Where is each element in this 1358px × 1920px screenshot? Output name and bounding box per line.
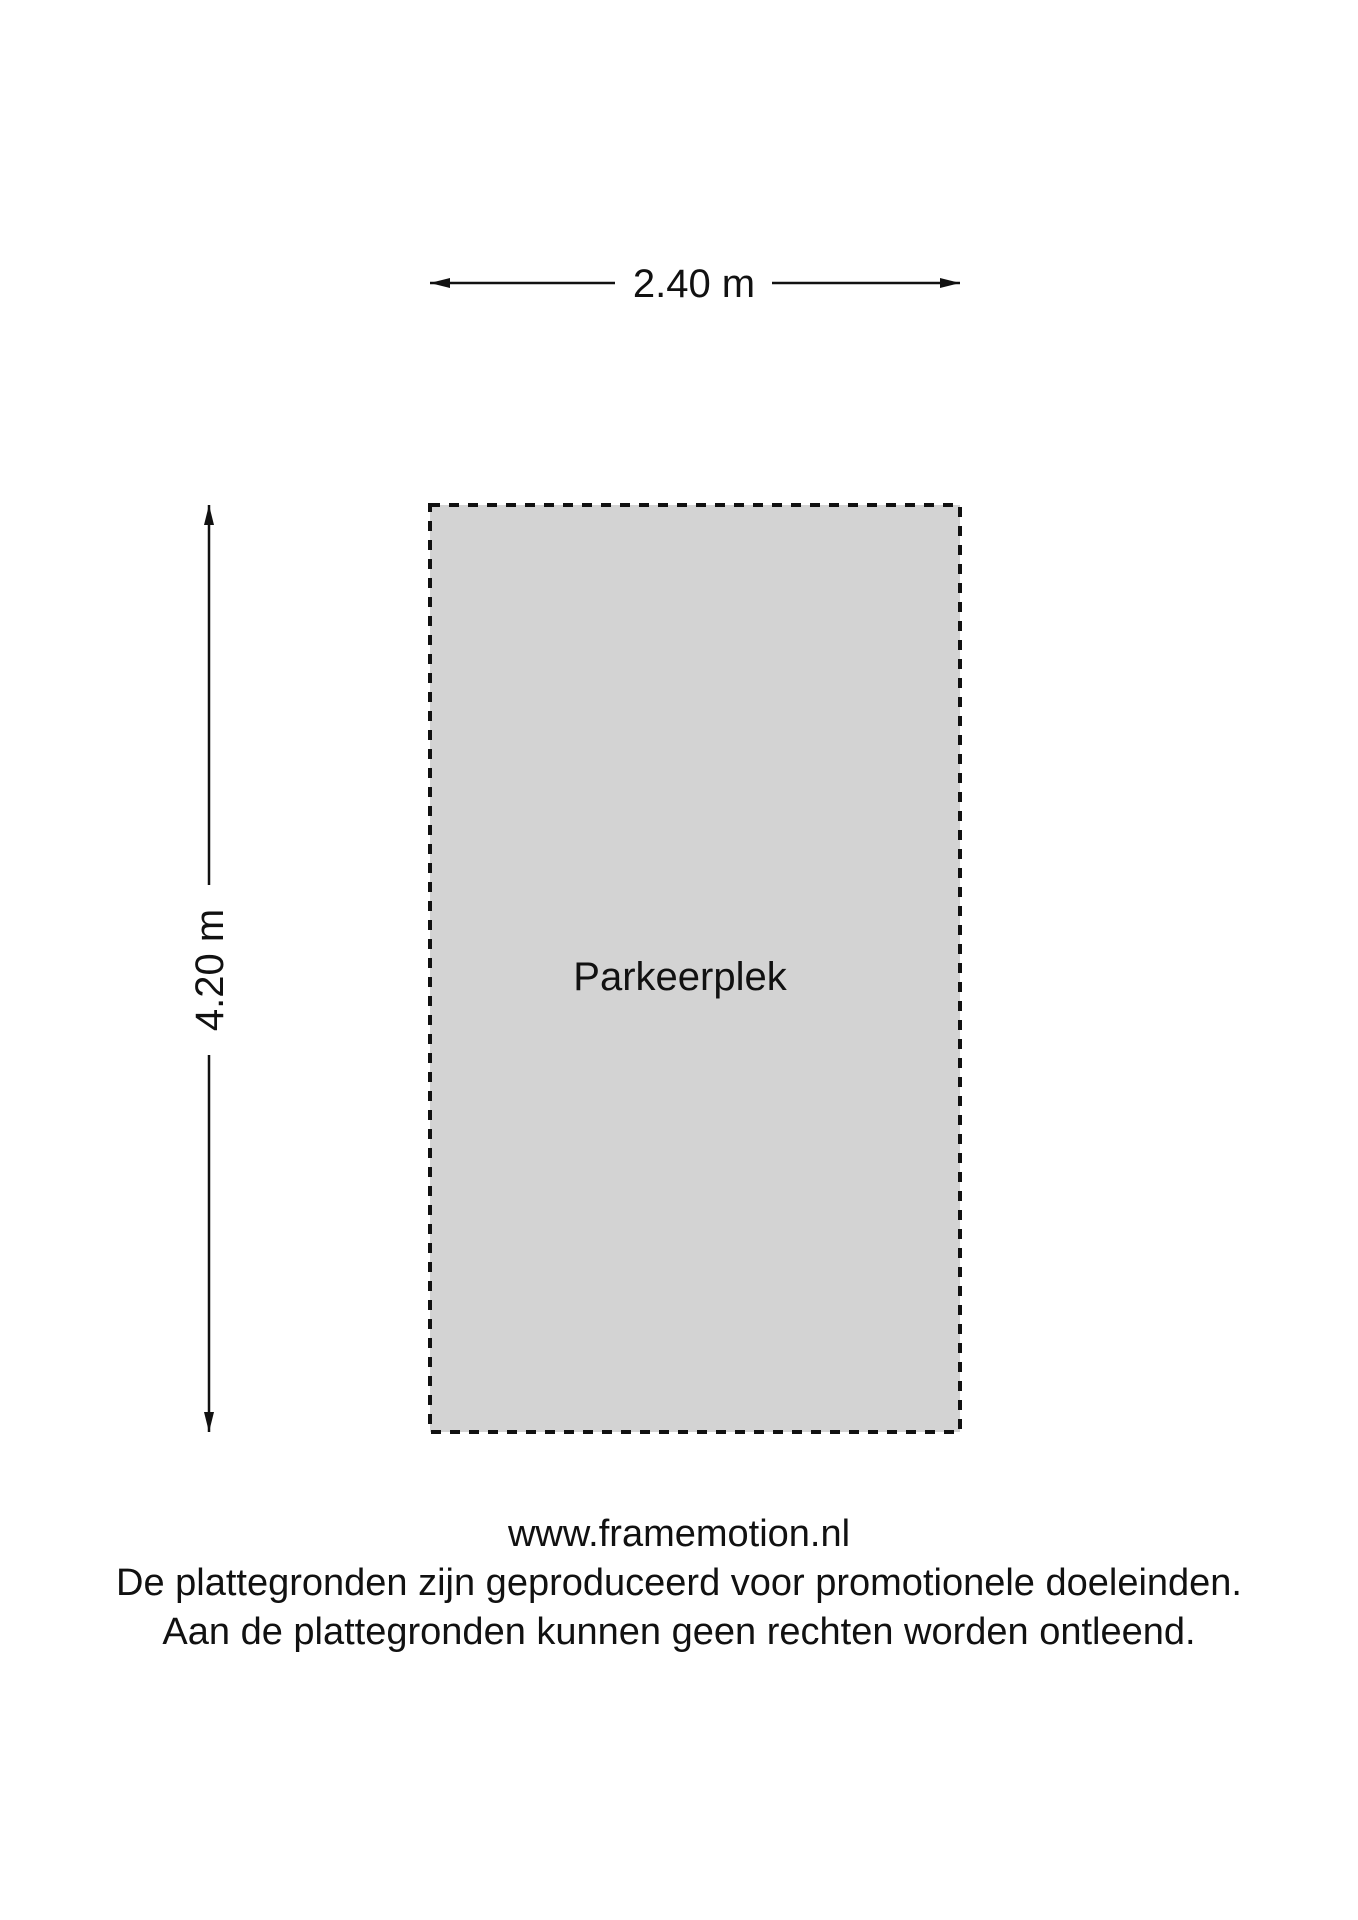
width-dimension: [430, 262, 960, 306]
room-parkeerplek: [430, 505, 960, 1432]
disclaimer-line-1: De plattegronden zijn geproduceerd voor promotionele doeleinden.: [116, 1562, 1242, 1604]
footer: [0, 1510, 1358, 1657]
room-name-label: Parkeerplek: [573, 955, 787, 999]
height-dimension: [188, 505, 232, 1432]
height-dimension-label: 4.20 m: [188, 908, 232, 1032]
width-dimension-label: 2.40 m: [632, 262, 756, 306]
disclaimer-line-2: Aan de plattegronden kunnen geen rechten worden ontleend.: [162, 1611, 1196, 1653]
website-link: www.framemotion.nl: [507, 1513, 851, 1555]
